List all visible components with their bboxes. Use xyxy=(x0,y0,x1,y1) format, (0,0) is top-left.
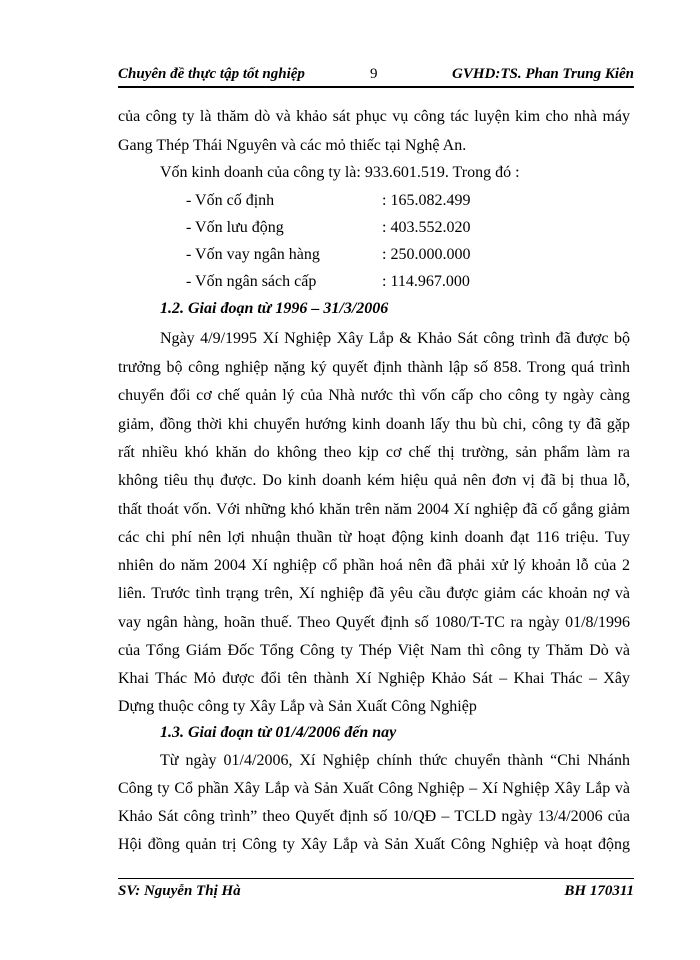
paragraph-line: Hội đồng quản trị Công ty Xây Lắp và Sản Xuất Công Nghiệp và hoạt động xyxy=(118,836,630,853)
capital-value: : 403.552.020 xyxy=(382,219,471,236)
capital-value: : 114.967.000 xyxy=(382,273,470,290)
page-header xyxy=(118,64,634,88)
paragraph-line: thất thoát vốn. Với những khó khăn trên năm 2004 Xí nghiệp đã cố gắng giảm xyxy=(118,501,630,518)
capital-intro: Vốn kinh doanh của công ty là: 933.601.519. Trong đó : xyxy=(160,164,520,181)
section-heading-1-2: 1.2. Giai đoạn từ 1996 – 31/3/2006 xyxy=(160,300,389,317)
paragraph-line: Khảo Sát công trình” theo Quyết định số 10/QĐ – TCLD ngày 13/4/2006 của xyxy=(118,808,630,825)
capital-label: - Vốn vay ngân hàng xyxy=(186,246,320,263)
paragraph-line: vay ngân hàng, hoãn thuế. Theo Quyết định số 1080/T-TC ra ngày 01/8/1996 xyxy=(118,614,630,631)
student-id: BH 170311 xyxy=(564,883,634,899)
paragraph-line: Ngày 4/9/1995 Xí Nghiệp Xây Lắp & Khảo Sát công trình đã được bộ xyxy=(160,330,630,347)
capital-value: : 250.000.000 xyxy=(382,246,471,263)
paragraph-line: Công ty Cổ phần Xây Lắp và Sản Xuất Công Nghiệp – Xí Nghiệp Xây Lắp và xyxy=(118,780,630,797)
paragraph-line: các chi phí nên lợi nhuận thuần từ hoạt động kinh doanh đạt 116 triệu. Tuy xyxy=(118,529,630,546)
paragraph-line: chuyển đổi cơ chế quản lý của Nhà nước thì vốn cấp cho công ty ngày càng xyxy=(118,387,630,404)
capital-label: - Vốn cố định xyxy=(186,192,275,209)
paragraph-line: trưởng bộ công nghiệp nặng ký quyết định thành lập số 858. Trong quá trình xyxy=(118,359,630,376)
student-name: SV: Nguyễn Thị Hà xyxy=(118,883,241,899)
paragraph-line: Khai Thác Mỏ được đổi tên thành Xí Nghiệp Khảo Sát – Khai Thác – Xây xyxy=(118,670,630,687)
capital-label: - Vốn lưu động xyxy=(186,219,284,236)
paragraph-line: Từ ngày 01/4/2006, Xí Nghiệp chính thức chuyển thành “Chi Nhánh xyxy=(160,752,630,769)
paragraph-line: liên. Trước tình trạng trên, Xí nghiệp đã yêu cầu được giảm các khoản nợ và xyxy=(118,585,630,602)
capital-label: - Vốn ngân sách cấp xyxy=(186,273,317,290)
page-footer xyxy=(118,878,634,901)
section-heading-1-3: 1.3. Giai đoạn từ 01/4/2006 đến nay xyxy=(160,724,397,741)
paragraph-line: nhiên do năm 2004 Xí nghiệp cổ phần hoá nên đã phải xử lý khoản lỗ của 2 xyxy=(118,557,630,574)
header-supervisor: GVHD:TS. Phan Trung Kiên xyxy=(452,66,634,82)
paragraph-line: của Tổng Giám Đốc Tổng Công ty Thép Việt Nam thì công ty Thăm Dò và xyxy=(118,642,630,659)
paragraph-line: Dựng thuộc công ty Xây Lắp và Sản Xuất Công Nghiệp xyxy=(118,698,477,715)
paragraph-line: giảm, đồng thời khi chuyển hướng kinh doanh lấy thu bù chi, công ty đã gặp xyxy=(118,416,630,433)
page-number: 9 xyxy=(370,66,378,82)
header-title: Chuyên đề thực tập tốt nghiệp xyxy=(118,66,305,82)
intro-line: của công ty là thăm dò và khảo sát phục vụ công tác luyện kim cho nhà máy xyxy=(118,108,630,125)
paragraph-line: rất nhiều khó khăn do không theo kịp cơ chế thị trường, sản phẩm làm ra xyxy=(118,444,630,461)
paragraph-line: không tiêu thụ được. Do kinh doanh kém hiệu quả nên đơn vị đã bị thua lỗ, xyxy=(118,472,630,489)
capital-value: : 165.082.499 xyxy=(382,192,471,209)
intro-line: Gang Thép Thái Nguyên và các mỏ thiếc tại Nghệ An. xyxy=(118,137,467,154)
